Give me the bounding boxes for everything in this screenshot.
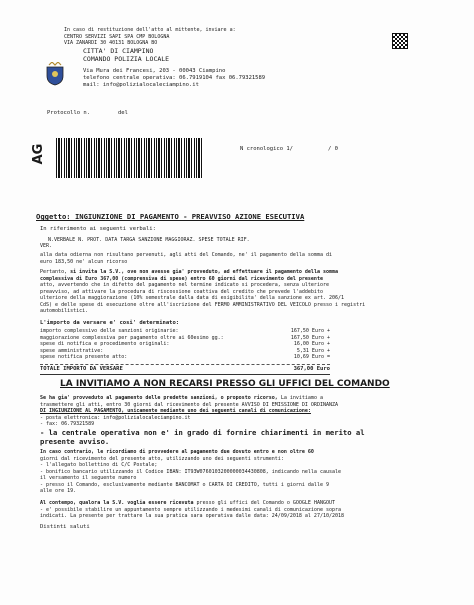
total-row bbox=[40, 366, 330, 373]
ricorso-line-2: trasmettere gli atti, entro 30 giorni dal ricevimento del presente AVVISO DI EMISSIONE DI ORDINANZA bbox=[40, 401, 339, 408]
amount-value: 10,69 Euro = bbox=[293, 354, 330, 360]
closing: Distinti saluti bbox=[40, 524, 90, 530]
subject-ref: In riferimento ai seguenti verbali: bbox=[40, 226, 156, 232]
amount-value: 167,50 Euro + bbox=[290, 334, 330, 341]
amount-label: spese di notifica e procedimento originali: bbox=[40, 341, 170, 347]
office-block bbox=[83, 47, 265, 89]
warning-line-2: presente avviso. bbox=[40, 437, 110, 446]
amounts-heading: L'importo da versare e' cosi' determinato: bbox=[40, 320, 180, 326]
p2-line-g: automobilistici. bbox=[40, 308, 89, 314]
p2-line-f: CdS) e delle spese di esecuzione oltre all'iscrizione del FERMO AMMINISTRATIVO DEL VEICOLO presso i registri bbox=[40, 301, 366, 308]
return-line-3: VIA ZANARDI 30 40131 BOLOGNA BO bbox=[64, 40, 158, 46]
amount-label: importo complessivo delle sanzioni originarie: bbox=[40, 328, 179, 334]
cronologico-label: N cronologico 1/ bbox=[240, 146, 293, 152]
office-city: CITTA' DI CIAMPINO bbox=[83, 47, 154, 55]
ricorso-line-3: DI INGIUNZIONE AL PAGAMENTO, unicamente mediante uno dei seguenti canali di comunicazione: bbox=[40, 408, 311, 414]
city-crest-icon bbox=[45, 62, 65, 86]
ricorso-fax: - fax: 06.79321589 bbox=[40, 421, 95, 427]
protocol-label: Protocollo n. bbox=[47, 110, 91, 116]
paragraph-appointment bbox=[40, 500, 344, 520]
p2-line-b: complessiva di Euro 367,00 (comprensiva di spese) entro 60 giorni dal ricevimento del presente bbox=[40, 275, 323, 282]
appointment-line-3: indicati. La presente per trattare la sua pratica sara operativa dalle data: 24/09/2018 al 27/10/2018 bbox=[40, 513, 345, 519]
amount-value: 167,50 Euro + bbox=[290, 328, 330, 334]
appointment-lead-rest: presso gli uffici del Comando o GOOGLE HANGOUT bbox=[196, 500, 336, 506]
p1-line-b: euro 183,50 ne' alcun ricorso bbox=[40, 258, 128, 265]
amount-value: 5,31 Euro + bbox=[296, 347, 330, 354]
ricorso-lead-rest: La invitiamo a bbox=[280, 395, 323, 401]
amount-label: maggiorazione complessiva per pagamento oltre ai 60esimo gg.: bbox=[40, 334, 224, 341]
total-label: TOTALE IMPORTO DA VERSARE bbox=[40, 366, 123, 372]
cronologico-sep: / 0 bbox=[328, 146, 338, 152]
barcode bbox=[56, 138, 204, 178]
payment-line-3: - l'allegato bollettino di C/C Postale; bbox=[40, 462, 158, 468]
return-address bbox=[64, 27, 236, 47]
paragraph-payment bbox=[40, 449, 341, 495]
warning-banner: LA INVITIAMO A NON RECARSI PRESSO GLI UFFICI DEL COMANDO bbox=[60, 379, 390, 389]
return-line-2: CENTRO SERVIZI SAPI SPA CMP BOLOGNA bbox=[64, 33, 170, 40]
office-mail: mail: info@polizialocaleciampino.it bbox=[83, 82, 199, 88]
return-line-1: In caso di restituzione dell'atto al mittente, inviare a: bbox=[64, 27, 236, 33]
p2-line-c: atto, avvertendo che in difetto del pagamento nel termine indicato si procedera, senza ulteriore bbox=[40, 282, 329, 288]
total-divider bbox=[40, 364, 330, 365]
p1-line-a: alla data odierna non risultano pervenuti, agli atti del Comando, ne' il pagamento della somma di bbox=[40, 252, 332, 258]
p2-lead: Pertanto, bbox=[40, 269, 71, 275]
payment-line-2: giorni dal ricevimento del presente atto, utilizzando uno dei seguenti strumenti: bbox=[40, 455, 284, 462]
payment-lead-bold: In caso contrario, le ricordiamo di provvedere al pagamento due dovuto entro e non oltre 60 bbox=[40, 449, 314, 455]
office-address: Via Mura dei Francesi, 203 - 00043 Ciampino bbox=[83, 68, 226, 74]
paragraph-invite bbox=[40, 269, 365, 315]
office-dept: COMANDO POLIZIA LOCALE bbox=[83, 55, 170, 63]
protocol-del: del bbox=[118, 110, 128, 116]
office-phones: telefono centrale operativa: 06.7919104 fax 06.79321589 bbox=[83, 75, 266, 81]
appointment-line-2: - e' possibile stabilire un appuntamento sempre utilizzando i medesimi canali di comunicazione sopra bbox=[40, 506, 342, 513]
amount-value: 16,00 Euro + bbox=[293, 341, 330, 347]
paragraph-ricorso bbox=[40, 395, 338, 428]
subject-title: Oggetto: INGIUNZIONE DI PAGAMENTO - PREAVVISO AZIONE ESECUTIVA bbox=[36, 212, 305, 221]
paragraph-status bbox=[40, 252, 332, 265]
amount-row bbox=[40, 354, 330, 361]
qr-code-icon bbox=[392, 33, 408, 49]
amounts-table bbox=[40, 328, 330, 361]
appointment-lead-bold: Al contempo, qualora la S.V. voglia essere ricevuta bbox=[40, 500, 194, 506]
payment-line-5: il versamento il seguente numero bbox=[40, 475, 137, 481]
p2-line-e: ulteriore della maggiorazione (10% semestrale dalla data di esigibilita' della sanzione ex art. 206/1 bbox=[40, 295, 345, 301]
ag-code bbox=[28, 143, 50, 165]
payment-line-4: - bonifico bancario utilizzando il Codice IBAN: IT93W0760103200000034430808, indicando nella causale bbox=[40, 468, 342, 475]
total-value: 367,00 Euro bbox=[293, 366, 330, 372]
amount-label: spese notifica presente atto: bbox=[40, 354, 128, 360]
operations-warning bbox=[40, 428, 365, 446]
table-header: N.VERBALE N. PROT. DATA TARGA SANZIONE MAGGIORAZ. SPESE TOTALE RIF. bbox=[48, 237, 250, 243]
payment-line-7: alle ore 19. bbox=[40, 488, 77, 494]
table-header-sub: VER. bbox=[40, 243, 53, 249]
amount-label: spese amministrative: bbox=[40, 347, 104, 354]
ag-code-text: AG bbox=[31, 143, 46, 165]
ricorso-lead-bold: Se ha gia' provveduto al pagamento delle predette sanzioni, o proposto ricorso, bbox=[40, 395, 278, 401]
warning-line-1: - la centrale operativa non e' in grado di fornire chiarimenti in merito al bbox=[40, 428, 365, 437]
payment-line-6: - presso il Comando, esclusivamente mediante BANCOMAT o CARTA DI CREDITO, tutti i giorni dalle 9 bbox=[40, 481, 329, 488]
p2-lead-bold: si invita la S.V., ove non avesse gia' provveduto, ad effettuare il pagamento della somma bbox=[70, 269, 339, 275]
total-underline bbox=[40, 374, 330, 375]
p2-line-d: preavviso, ad attivare la procedura di riscossione coattiva del credito che prevede l'addebito bbox=[40, 288, 323, 295]
ricorso-email: - posta elettronica: info@polizialocaleciampino.it bbox=[40, 414, 191, 421]
